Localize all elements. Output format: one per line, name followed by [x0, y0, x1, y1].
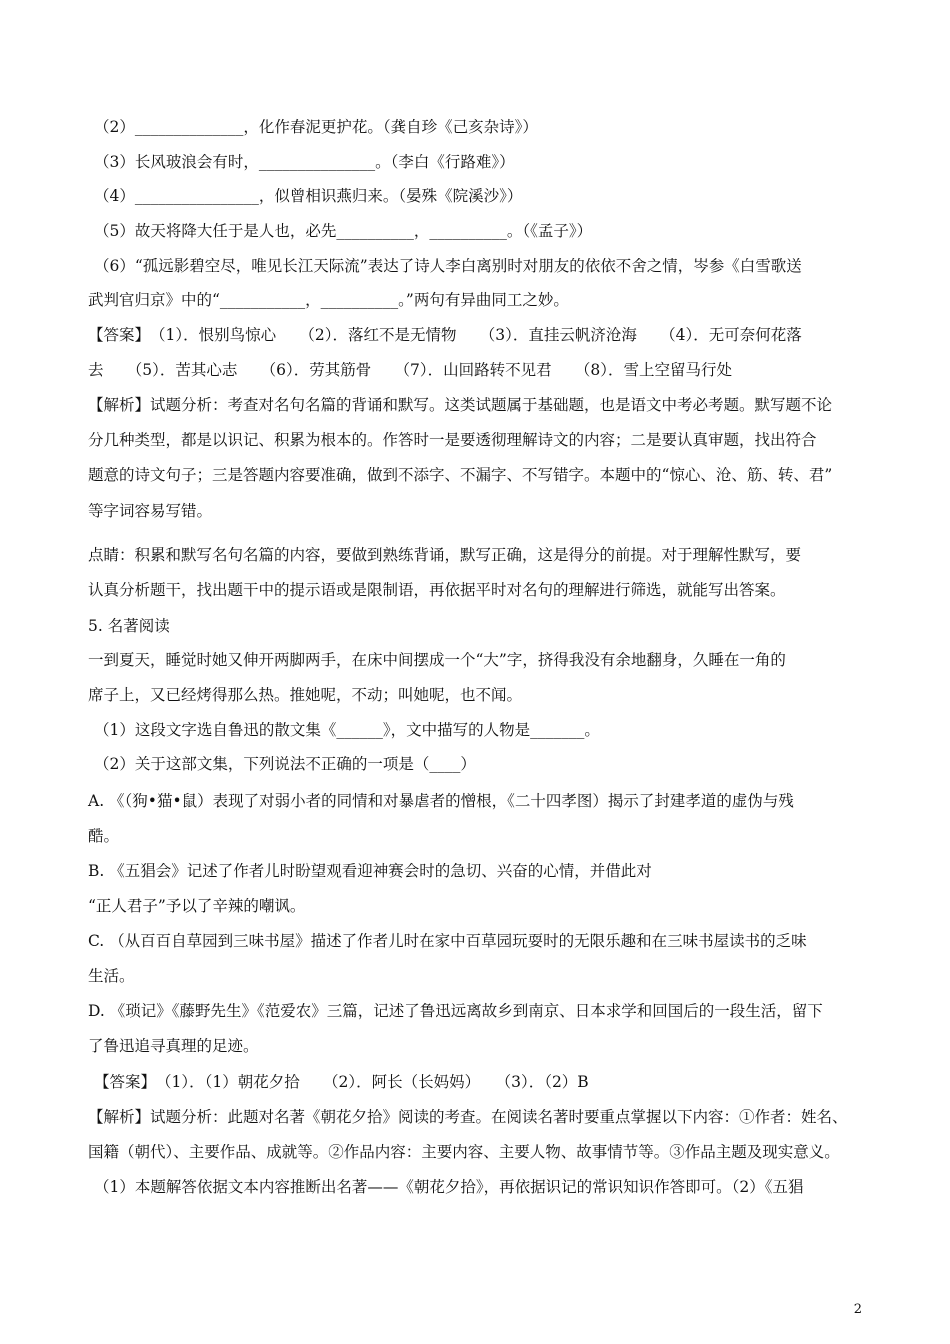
page-number: 2 [853, 1302, 862, 1317]
passage-line: 一到夏天，睡觉时她又伸开两脚两手，在床中间摆成一个“大”字，挤得我没有余地翻身，久睡在一角的 [88, 651, 786, 669]
analysis-line: 等字词容易写错。 [88, 502, 213, 520]
option-b-cont: “正人君子”予以了辛辣的嘲讽。 [88, 897, 306, 915]
option-d: D. 《琐记》《藤野先生》《范爱农》三篇，记述了鲁迅远离故乡到南京、日本求学和回国后的一段生活，留下 [88, 1002, 823, 1020]
passage-line: 席子上，又已经烤得那么热。推她呢，不动；叫她呢，也不闻。 [88, 686, 523, 704]
question-line-3: （3）长风玻浪会有时，_______________。（李白《行路难》） [94, 153, 515, 171]
tip-line: 认真分析题干，找出题干中的提示语或是限制语，再依据平时对名句的理解进行筛选，就能写出答案。 [88, 581, 786, 599]
sub-question-1: （1）这段文字选自鲁迅的散文集《______》，文中描写的人物是_______。 [94, 721, 600, 739]
analysis-line: 【解析】试题分析：考查对名句名篇的背诵和默写。这类试题属于基础题，也是语文中考必考题。默写题不论 [88, 396, 833, 414]
analysis-line-2: （1）本题解答依据文本内容推断出名著——《朝花夕拾》，再依据识记的常识知识作答即可。（2）《五猖 [94, 1178, 804, 1196]
option-b: B. 《五猖会》记述了作者儿时盼望观看迎神赛会时的急切、兴奋的心情，并借此对 [88, 862, 652, 880]
option-a-cont: 酷。 [88, 827, 120, 845]
option-c: C. （从百百自草园到三味书屋》描述了作者儿时在家中百草园玩耍时的无限乐趣和在三味书屋读书的乏味 [88, 932, 807, 950]
analysis-line: 题意的诗文句子；三是答题内容要准确，做到不添字、不漏字、不写错字。本题中的“惊心、沧、筋、转、君” [88, 466, 833, 484]
option-c-cont: 生活。 [88, 967, 135, 985]
analysis-line: 分几种类型，都是以识记、积累为根本的。作答时一是要透彻理解诗文的内容；二是要认真审题，找出符合 [88, 431, 817, 449]
question-line-4: （4）________________，似曾相识燕归来。（晏殊《院溪沙》） [94, 187, 523, 205]
option-d-cont: 了鲁迅追寻真理的足迹。 [88, 1037, 259, 1055]
section-heading: 5. 名著阅读 [88, 617, 170, 635]
answer-line-cont: 去 （5）．苦其心志 （6）．劳其筋骨 （7）．山回路转不见君 （8）．雪上空留马行处 [88, 361, 732, 379]
tip-line: 点睛：积累和默写名句名篇的内容，要做到熟练背诵，默写正确，这是得分的前提。对于理解性默写，要 [88, 546, 802, 564]
option-a: A. 《（狗•猫•鼠）表现了对弱小者的同情和对暴虐者的憎根，《二十四孝图）揭示了封建孝道的虚伪与残 [88, 792, 794, 810]
analysis-line-2: 【解析】试题分析：此题对名著《朝花夕拾》阅读的考查。在阅读名著时要重点掌握以下内容：①作者：姓名、 [88, 1108, 848, 1126]
question-line-2: （2）______________，化作春泥更护花。（龚自珍《己亥杂诗》） [94, 118, 538, 136]
question-line-5: （5）故天将降大任于是人也，必先__________，__________。（《孟子》） [94, 222, 593, 240]
sub-question-2: （2）关于这部文集，下列说法不正确的一项是（____） [94, 755, 476, 773]
question-line-6: （6）“孤远影碧空尽，唯见长江天际流”表达了诗人李白离别时对朋友的依依不舍之情，岑参《白雪歌送 [94, 257, 802, 275]
analysis-line-2: 国籍（朝代）、主要作品、成就等。②作品内容：主要内容、主要人物、故事情节等。③作品主题及现实意义。 [88, 1143, 840, 1161]
question-line-6-cont: 武判官归京》中的“___________，__________。”两句有异曲同工之妙。 [88, 291, 569, 309]
answer-line: 【答案】 （1）．恨别鸟惊心 （2）．落红不是无情物 （3）．直挂云帆济沧海 （4）．无可奈何花落 [88, 326, 802, 344]
answer-line-2: 【答案】 （1）．（1）朝花夕拾 （2）．阿长（长妈妈） （3）．（2）B [94, 1073, 589, 1091]
